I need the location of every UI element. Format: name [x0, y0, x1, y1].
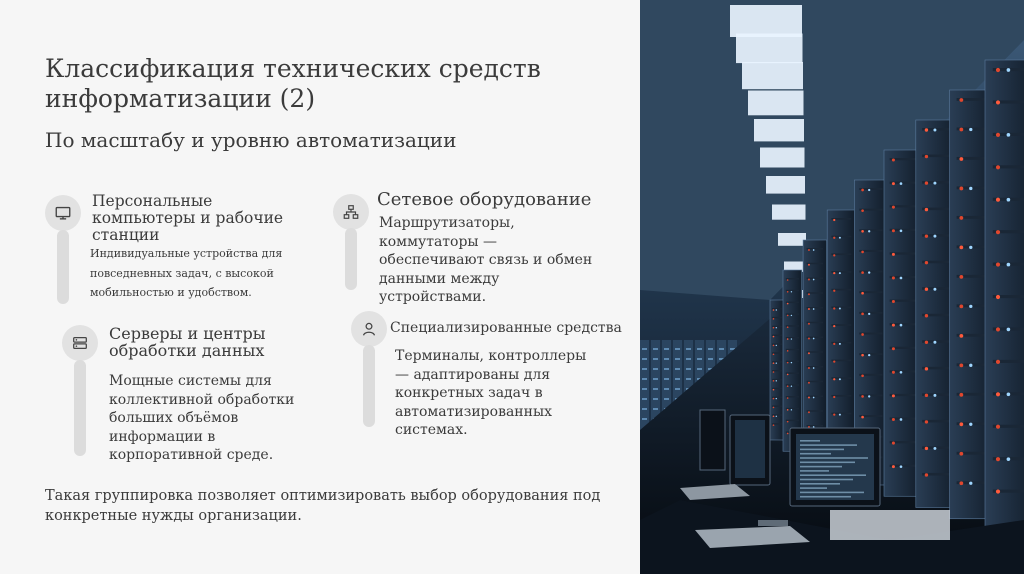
network-icon	[333, 194, 369, 230]
card-special-text: Терминалы, контроллеры — адаптированы для конкретных задач в автоматизированных системах.	[395, 348, 587, 438]
user-icon	[351, 311, 387, 347]
card-servers-heading: Серверы и центры обработки данных	[109, 324, 266, 360]
card-pc-text: Индивидуальные устройства для повседневных задач, с высокой мобильностью и удобством.	[90, 247, 283, 299]
card-special-accent-bar	[363, 345, 375, 427]
card-network-accent-bar	[345, 228, 357, 290]
card-network-text: Маршрутизаторы, коммутаторы — обеспечивают связь и обмен данными между устройствами.	[379, 215, 593, 305]
monitor-icon	[45, 195, 81, 231]
footer-text: Такая группировка позволяет оптимизировать выбор оборудования под конкретные нужды организации.	[45, 488, 601, 524]
slide-subtitle: По масштабу и уровню автоматизации	[45, 128, 457, 152]
card-pc-heading: Персональные компьютеры и рабочие станции	[92, 192, 284, 244]
card-network-heading: Сетевое оборудование	[377, 189, 592, 210]
slide-title: Классификация технических средств информатизации (2)	[45, 54, 541, 113]
card-pc-accent-bar	[57, 230, 69, 304]
card-servers-accent-bar	[74, 360, 86, 456]
card-special-heading: Специализированные средства	[390, 320, 622, 336]
data-center-photo	[640, 0, 1024, 574]
server-icon	[62, 325, 98, 361]
card-servers-text: Мощные системы для коллективной обработки больших объёмов информации в корпоративной среде.	[109, 373, 295, 463]
